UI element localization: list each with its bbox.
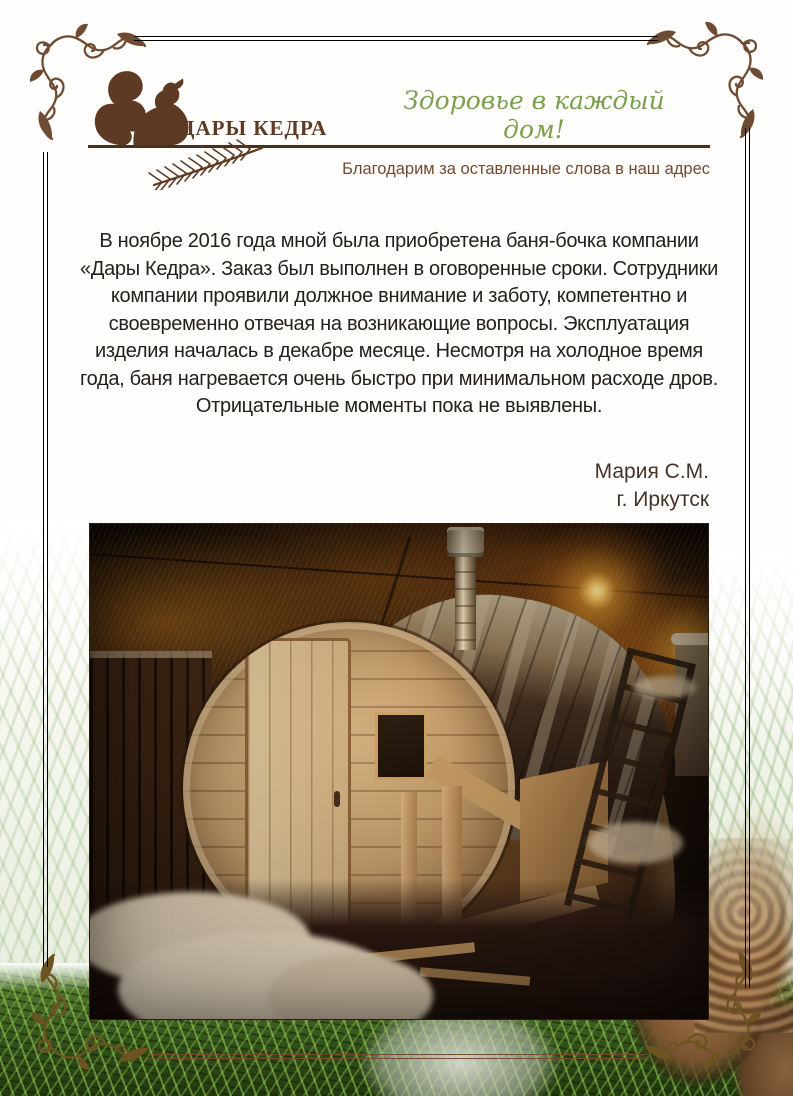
- frame-border-left: [43, 152, 48, 967]
- frame-border-right: [745, 128, 750, 988]
- brand-name: ДАРЫ КЕДРА: [180, 116, 328, 140]
- frame-border-top: [134, 36, 658, 41]
- company-slogan: Здоровье в каждый дом!: [403, 86, 665, 144]
- barrel-sauna-photo: [89, 523, 709, 1020]
- photo-vignette: [90, 524, 708, 1019]
- signature-city: г. Иркутск: [616, 488, 709, 511]
- signature-author: Мария С.М.: [594, 460, 709, 483]
- signature-block: [595, 458, 709, 514]
- thanks-line: Благодарим за оставленные слова в наш адрес: [342, 160, 710, 178]
- frame-border-bottom: [148, 1054, 648, 1059]
- cedar-branch-icon: [148, 138, 268, 190]
- testimonial-text: В ноябре 2016 года мной была приобретена баня-бочка компании «Дары Кедра». Заказ был выполнен в оговоренные сроки. Сотрудники компании проявили должное внимание и заботу, компетентно и своевременно отвечая на возникающие вопросы. Эксплуатация изделия началась в декабре месяце. Несмотря на холодное время года, баня нагревается очень быстро при минимальном расходе дров. Отрицательные моменты пока не выявлены.: [80, 230, 718, 417]
